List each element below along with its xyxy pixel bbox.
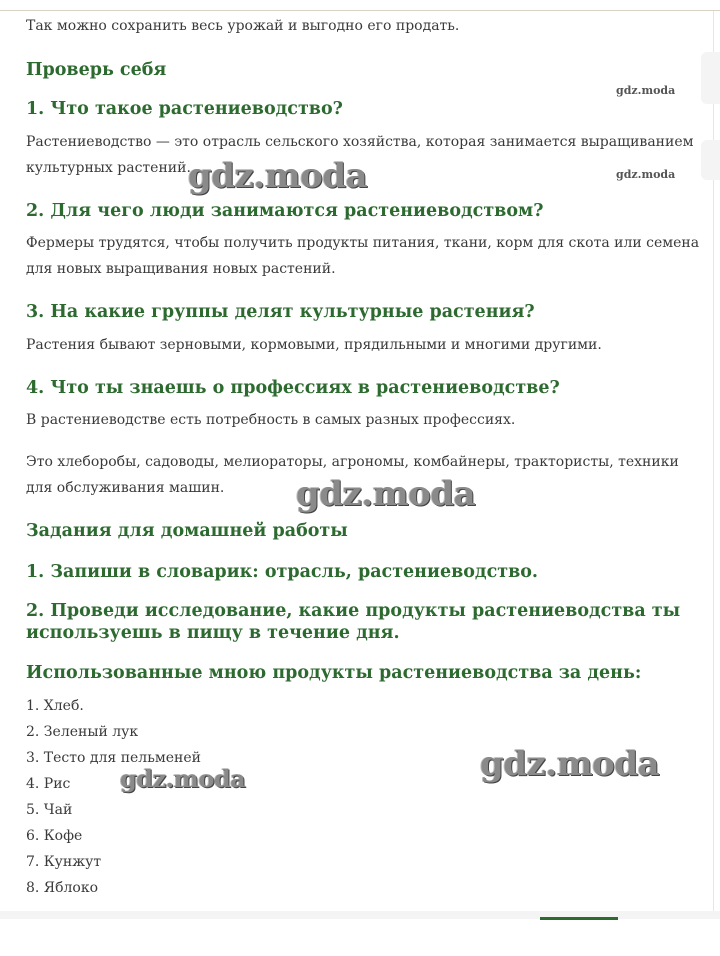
products-heading: Использованные мною продукты растениеводства за день: bbox=[26, 663, 642, 683]
watermark: gdz.moda bbox=[616, 84, 676, 97]
answer-text: для новых выращивания новых растений. bbox=[26, 261, 336, 277]
question-heading: 4. Что ты знаешь о профессиях в растениеводстве? bbox=[26, 378, 560, 398]
side-tab[interactable] bbox=[701, 140, 720, 180]
answer-text: Фермеры трудятся, чтобы получить продукты питания, ткани, корм для скота или семена bbox=[26, 235, 700, 251]
list-item: 3. Тесто для пельменей bbox=[26, 750, 201, 766]
question-heading: 1. Что такое растениеводство? bbox=[26, 99, 343, 119]
intro-paragraph: Так можно сохранить весь урожай и выгодно его продать. bbox=[26, 18, 460, 34]
watermark: gdz.moda bbox=[480, 744, 660, 784]
list-item: 8. Яблоко bbox=[26, 880, 99, 896]
question-heading: 3. На какие группы делят культурные растения? bbox=[26, 302, 535, 322]
list-item: 2. Зеленый лук bbox=[26, 724, 139, 740]
watermark: gdz.moda bbox=[616, 168, 676, 181]
list-item: 4. Рис bbox=[26, 776, 71, 792]
side-tab[interactable] bbox=[701, 52, 720, 104]
answer-text: культурных растений. bbox=[26, 160, 191, 176]
answer-text: В растениеводстве есть потребность в самых разных профессиях. bbox=[26, 412, 516, 428]
watermark: gdz.moda bbox=[296, 474, 476, 514]
answer-text: Растениеводство — это отрасль сельского хозяйства, которая занимается выращиванием bbox=[26, 134, 694, 150]
list-item: 6. Кофе bbox=[26, 828, 83, 844]
answer-text: Это хлеборобы, садоводы, мелиораторы, агрономы, комбайнеры, трактористы, техники bbox=[26, 454, 679, 470]
watermark: gdz.moda bbox=[188, 156, 368, 196]
question-heading: 2. Для чего люди занимаются растениеводством? bbox=[26, 201, 544, 221]
list-item: 5. Чай bbox=[26, 802, 73, 818]
watermark: gdz.moda bbox=[120, 764, 246, 793]
task-heading: 2. Проведи исследование, какие продукты растениеводства ты используешь в пищу в течение дня. bbox=[26, 601, 681, 643]
list-item: 7. Кунжут bbox=[26, 854, 102, 870]
answer-text: для обслуживания машин. bbox=[26, 480, 225, 496]
top-divider bbox=[0, 10, 720, 11]
answer-text: Растения бывают зерновыми, кормовыми, прядильными и многими другими. bbox=[26, 337, 602, 353]
list-item: 1. Хлеб. bbox=[26, 698, 84, 714]
scroll-indicator bbox=[540, 917, 618, 920]
check-yourself-heading: Проверь себя bbox=[26, 60, 167, 80]
homework-heading: Задания для домашней работы bbox=[26, 521, 348, 541]
task-heading: 1. Запиши в словарик: отрасль, растениеводство. bbox=[26, 562, 539, 582]
